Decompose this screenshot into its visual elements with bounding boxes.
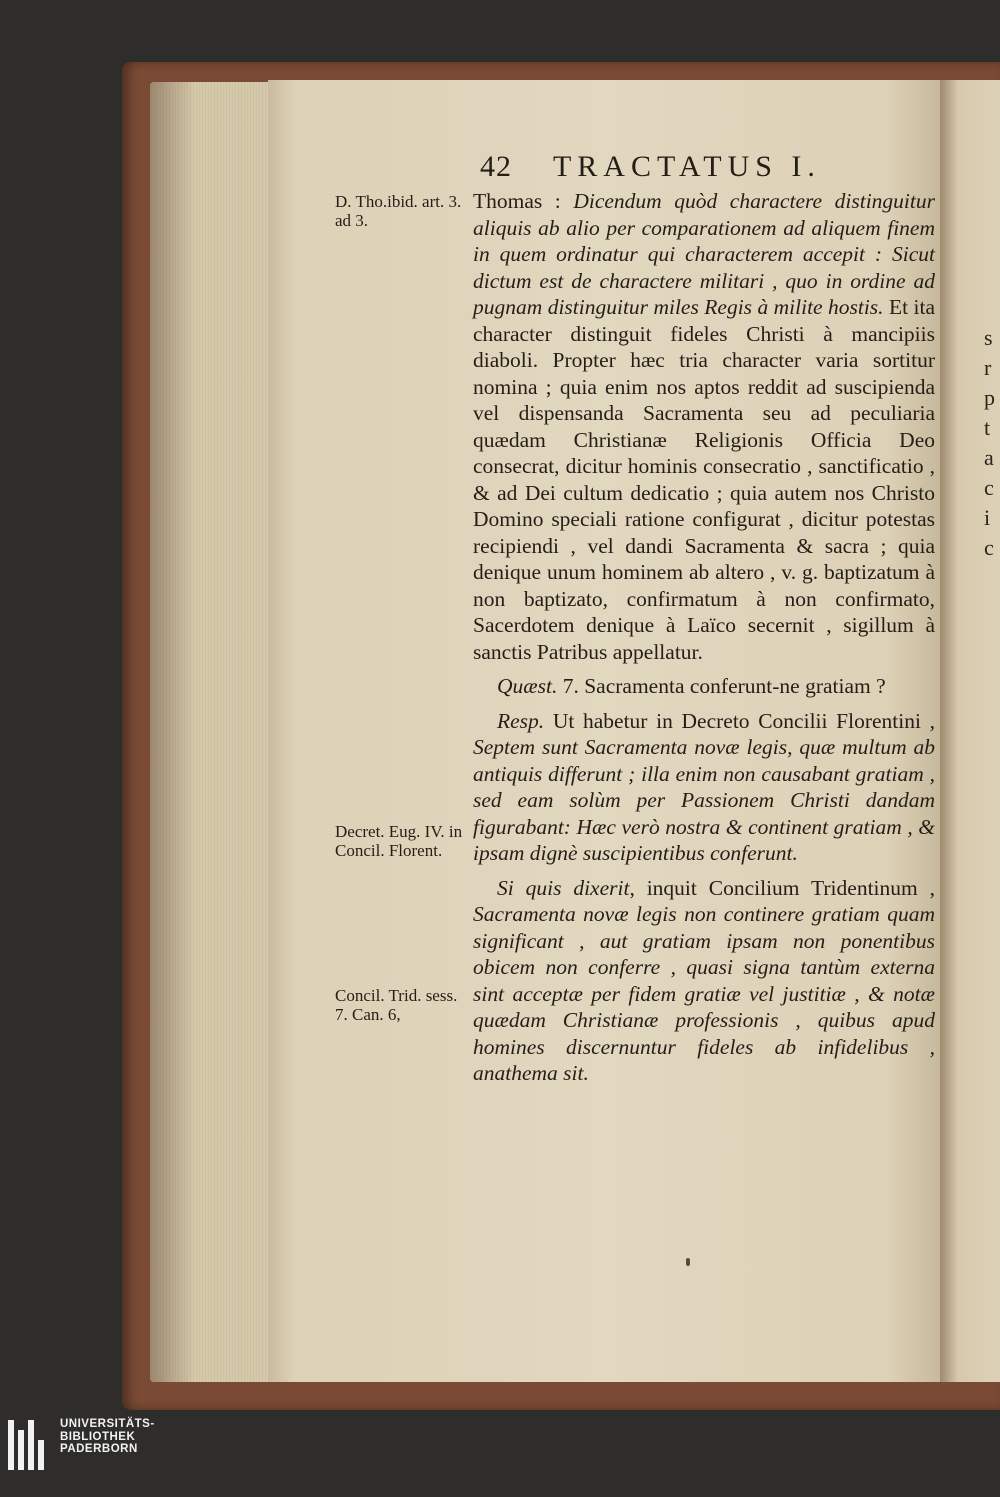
text-run: Quæst. bbox=[497, 674, 558, 698]
text-run: Thomas : bbox=[473, 189, 574, 213]
paragraph-4 bbox=[473, 875, 935, 1087]
paragraph-2 bbox=[473, 673, 935, 700]
library-name-line3: PADERBORN bbox=[60, 1443, 138, 1455]
text-run: Ut habetur in Decreto Concilii Florentini , bbox=[544, 708, 935, 733]
facing-page-letter: i bbox=[984, 505, 991, 530]
text-run: Si quis dixerit bbox=[497, 875, 630, 900]
text-run: Sacramenta novæ legis non continere gratiam quam significant , aut gratiam ipsam non ponentibus obicem non conferre , quasi signa tantùm externa sint acceptæ per fidem gratiæ vel justitiæ , & notæ quædam Christianæ professionis , quibus apud homines discernuntur fideles ab infidelibus , anathema sit. bbox=[473, 902, 935, 1085]
page-header bbox=[480, 150, 900, 184]
sidenote-concil: Concil. Trid. sess. 7. Can. 6, bbox=[335, 986, 458, 1024]
sidenote-thomas: D. Tho.ibid. art. 3. ad 3. bbox=[335, 192, 462, 230]
page-number: 42 bbox=[480, 150, 512, 183]
library-name-line1: UNIVERSITÄTS- bbox=[60, 1418, 155, 1430]
text-run: Dicendum quòd charactere distinguitur aliquis ab alio per comparationem ad aliquem finem in quem ordinatur qui characterem accepit : Sicut dictum est de charactere militari , quo in ordine ad pugnam distinguitur miles Regis à milite hostis. bbox=[473, 189, 935, 319]
facing-page-letter: t bbox=[984, 415, 991, 440]
text-run: 7. Sacramenta conferunt-ne gratiam ? bbox=[557, 674, 886, 698]
facing-page-letter: s bbox=[984, 325, 993, 350]
facing-page bbox=[940, 80, 1000, 1382]
facing-page-letter: r bbox=[984, 355, 992, 380]
facing-page-letter: c bbox=[984, 535, 994, 560]
library-logo bbox=[8, 1418, 248, 1478]
sidenote-decret: Decret. Eug. IV. in Concil. Florent. bbox=[335, 822, 463, 860]
paragraph-1 bbox=[473, 188, 935, 665]
facing-page-letter: a bbox=[984, 445, 994, 470]
spine-shadow bbox=[150, 82, 195, 1382]
running-head: TRACTATUS I. bbox=[552, 150, 821, 183]
library-name bbox=[60, 1418, 155, 1456]
facing-page-letter: c bbox=[984, 475, 994, 500]
page-body-text bbox=[473, 188, 935, 1087]
text-run: Resp. bbox=[497, 708, 545, 733]
text-run: , inquit Concilium Tridentinum , bbox=[629, 875, 935, 900]
paragraph-3 bbox=[473, 708, 935, 867]
facing-page-letter: p bbox=[984, 385, 995, 410]
text-run: Et ita character distinguit fideles Christi à mancipiis diaboli. Propter hæc tria character varia sortitur nomina ; quia enim nos aptos reddit ad suscipienda vel dispensanda Sacramenta seu ad peculiaria quædam Christianæ Religionis Officia Deo consecrat, dicitur hominis consecratio , sanctificatio , & ad Dei cultum dedicatio ; quia autem nos Christo Domino speciali ratione configurat , dicitur potestas recipiendi , vel dandi Sacramenta & sacra ; quia denique unum hominem ab altero , v. g. baptizatum à non baptizato, confirmatum à non confirmato, Sacerdotem denique à Laïco secernit , sigillum à sanctis Patribus appellatur. bbox=[473, 295, 935, 664]
text-run: Septem sunt Sacramenta novæ legis, quæ multum ab antiquis differunt ; illa enim non causabant gratiam , sed eam solùm per Passionem Christi dandam figurabant: Hæc verò nostra & continent gratiam , & ipsam dignè suscipientibus conferunt. bbox=[473, 735, 935, 865]
ink-mark bbox=[686, 1258, 690, 1266]
library-name-line2: BIBLIOTHEK bbox=[60, 1430, 136, 1443]
